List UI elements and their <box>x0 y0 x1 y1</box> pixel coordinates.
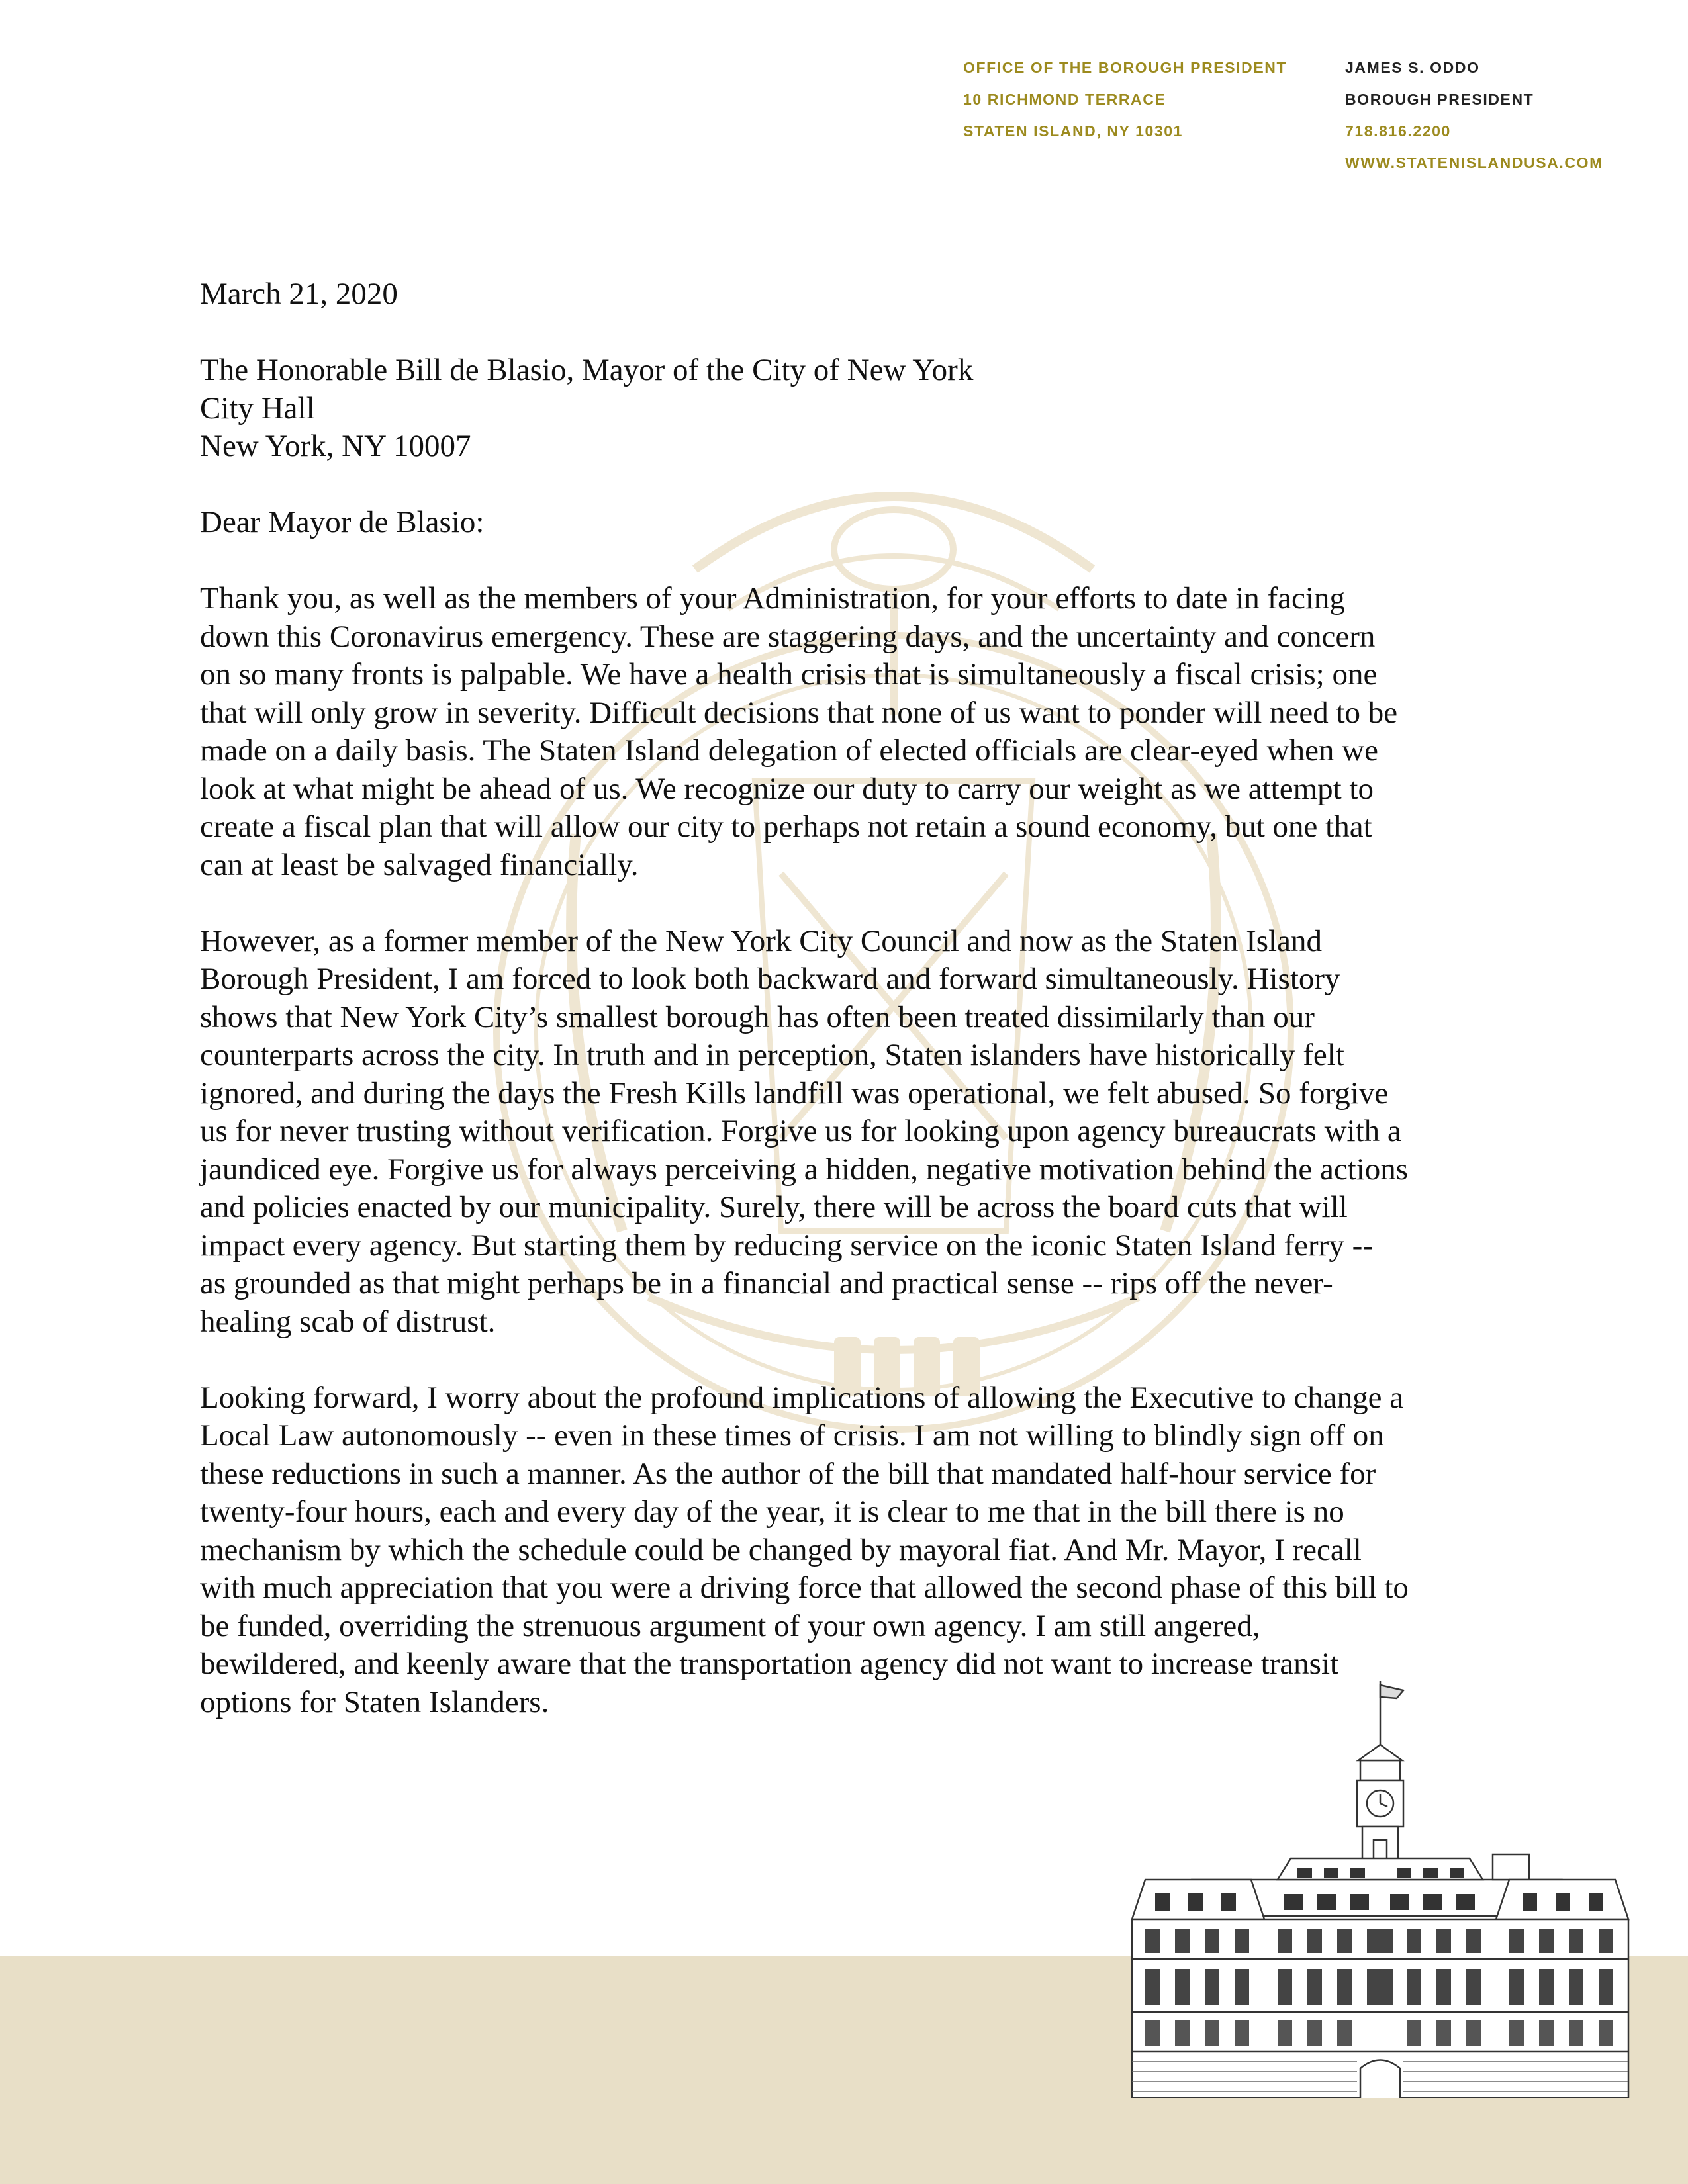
paragraph-line: counterparts across the city. In truth and in perception, Staten islanders have historically felt <box>200 1038 1344 1072</box>
office-city: STATEN ISLAND, NY 10301 <box>963 122 1184 140</box>
letterhead-office-block <box>963 52 1287 147</box>
paragraph-line: Local Law autonomously -- even in these times of crisis. I am not willing to blindly sign off on <box>200 1418 1384 1453</box>
paragraph-line: us for never trusting without verification. Forgive us for looking upon agency bureaucrats with a <box>200 1114 1401 1148</box>
office-phone: 718.816.2200 <box>1345 122 1451 140</box>
paragraph-line: can at least be salvaged financially. <box>200 847 639 882</box>
office-street: 10 RICHMOND TERRACE <box>963 91 1166 108</box>
paragraph-line: mechanism by which the schedule could be changed by mayoral fiat. And Mr. Mayor, I recall <box>200 1532 1362 1567</box>
letter-body <box>200 275 1497 1760</box>
recipient-address <box>200 351 1497 466</box>
paragraph-line: with much appreciation that you were a driving force that allowed the second phase of this bill to <box>200 1570 1409 1605</box>
paragraph-line: impact every agency. But starting them by reducing service on the iconic Staten Island ferry -- <box>200 1228 1373 1263</box>
paragraph-line: these reductions in such a manner. As the author of the bill that mandated half-hour service for <box>200 1456 1376 1491</box>
paragraph-line: be funded, overriding the strenuous argument of your own agency. I am still angered, <box>200 1608 1260 1643</box>
paragraph-1 <box>200 580 1497 884</box>
paragraph-line: down this Coronavirus emergency. These are staggering days, and the uncertainty and concern <box>200 619 1376 654</box>
paragraph-line: on so many fronts is palpable. We have a health crisis that is simultaneously a fiscal crisis; one <box>200 657 1378 692</box>
paragraph-line: jaundiced eye. Forgive us for always perceiving a hidden, negative motivation behind the actions <box>200 1152 1409 1187</box>
paragraph-line: Thank you, as well as the members of your Administration, for your efforts to date in facing <box>200 581 1345 615</box>
paragraph-line: bewildered, and keenly aware that the transportation agency did not want to increase transit <box>200 1647 1339 1681</box>
paragraph-line: twenty-four hours, each and every day of the year, it is clear to me that in the bill there is no <box>200 1494 1344 1529</box>
paragraph-line: that will only grow in severity. Difficult decisions that none of us want to ponder will need to be <box>200 695 1398 730</box>
paragraph-3 <box>200 1379 1497 1722</box>
paragraph-line: and policies enacted by our municipality. Surely, there will be across the board cuts that will <box>200 1190 1348 1224</box>
recipient-line: City Hall <box>200 390 315 426</box>
letterhead-person-block <box>1345 52 1603 179</box>
paragraph-line: as grounded as that might perhaps be in a financial and practical sense -- rips off the never- <box>200 1266 1333 1300</box>
president-name: JAMES S. ODDO <box>1345 59 1480 76</box>
paragraph-line: However, as a former member of the New York City Council and now as the Staten Island <box>200 923 1322 958</box>
office-website: WWW.STATENISLANDUSA.COM <box>1345 154 1603 171</box>
paragraph-line: Looking forward, I worry about the profound implications of allowing the Executive to change a <box>200 1380 1404 1415</box>
paragraph-line: look at what might be ahead of us. We recognize our duty to carry our weight as we attempt to <box>200 771 1374 806</box>
paragraph-line: healing scab of distrust. <box>200 1304 496 1339</box>
letter-date: March 21, 2020 <box>200 277 398 311</box>
president-title: BOROUGH PRESIDENT <box>1345 91 1534 108</box>
office-name: OFFICE OF THE BOROUGH PRESIDENT <box>963 59 1288 76</box>
paragraph-2 <box>200 923 1497 1342</box>
paragraph-line: shows that New York City’s smallest borough has often been treated dissimilarly than our <box>200 999 1315 1034</box>
paragraph-line: Borough President, I am forced to look both backward and forward simultaneously. History <box>200 962 1340 996</box>
paragraph-line: options for Staten Islanders. <box>200 1684 549 1719</box>
paragraph-line: create a fiscal plan that will allow our city to perhaps not retain a sound economy, but one that <box>200 809 1372 844</box>
recipient-line: The Honorable Bill de Blasio, Mayor of the City of New York <box>200 353 974 387</box>
paragraph-line: ignored, and during the days the Fresh Kills landfill was operational, we felt abused. So forgive <box>200 1075 1389 1111</box>
paragraph-line: made on a daily basis. The Staten Island delegation of elected officials are clear-eyed when we <box>200 733 1378 768</box>
recipient-line: New York, NY 10007 <box>200 429 471 463</box>
salutation: Dear Mayor de Blasio: <box>200 505 485 539</box>
borough-hall-building-icon <box>1125 1681 1632 2098</box>
